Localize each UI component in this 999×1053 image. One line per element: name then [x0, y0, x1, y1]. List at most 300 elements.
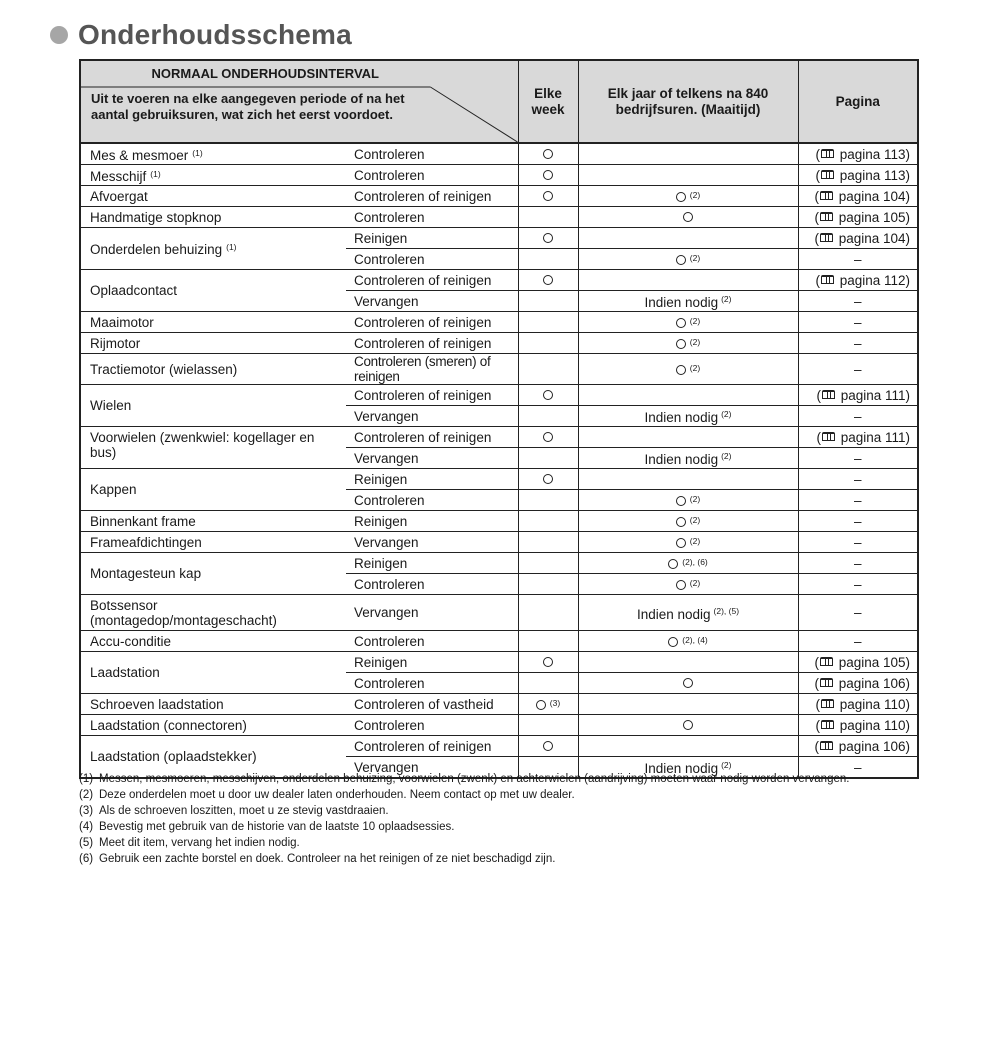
check-circle-icon [676, 538, 686, 548]
footnote-ref: (2) [689, 189, 701, 200]
item-cell [80, 312, 346, 333]
action-text: Vervangen [354, 450, 419, 466]
page-ref-open: ( [814, 675, 819, 691]
year-cell [578, 249, 798, 270]
page-ref: pagina 113) [835, 146, 910, 162]
action-cell [346, 736, 518, 757]
page-ref: – [853, 534, 862, 550]
action-text: Reinigen [354, 230, 408, 246]
check-circle-icon [676, 192, 686, 202]
footnote-ref: (2) [689, 577, 701, 588]
table-row [80, 469, 918, 490]
footnote-ref: (1) [226, 242, 237, 252]
page-cell [798, 715, 918, 736]
action-cell [346, 427, 518, 448]
action-cell [346, 652, 518, 673]
action-cell [346, 249, 518, 270]
check-circle-icon [536, 700, 546, 710]
page-cell [798, 694, 918, 715]
check-circle-icon [543, 191, 553, 201]
action-text: Reinigen [354, 555, 408, 571]
page-cell [798, 312, 918, 333]
footnote-item [79, 787, 959, 803]
footnote-text: Gebruik een zachte borstel en doek. Controleer na het reinigen of ze niet beschadigd zijn. [99, 853, 556, 865]
week-cell [518, 249, 578, 270]
table-row [80, 715, 918, 736]
page-ref: pagina 110) [835, 717, 910, 733]
item-cell [80, 595, 346, 631]
table-row [80, 532, 918, 553]
page-ref-open: ( [815, 146, 820, 162]
year-cell [578, 354, 798, 385]
action-cell [346, 694, 518, 715]
page-cell [798, 427, 918, 448]
check-circle-icon [676, 517, 686, 527]
item-name: Mes & mesmoer [90, 147, 189, 163]
action-text: Controleren of reinigen [354, 335, 492, 351]
table-row [80, 333, 918, 354]
action-cell [346, 490, 518, 511]
book-icon [822, 390, 835, 399]
week-cell [518, 291, 578, 312]
item-cell [80, 652, 346, 694]
page-cell [798, 385, 918, 406]
action-cell [346, 333, 518, 354]
item-cell [80, 228, 346, 270]
item-cell [80, 186, 346, 207]
item-name: Accu-conditie [90, 633, 172, 649]
page-cell [798, 574, 918, 595]
interval-title: NORMAAL ONDERHOUDSINTERVAL [151, 66, 379, 81]
item-name: Oplaadcontact [90, 283, 178, 298]
footnote-item [79, 835, 959, 851]
check-circle-icon [676, 318, 686, 328]
item-name: Tractiemotor (wielassen) [90, 361, 238, 377]
page-ref: pagina 105) [834, 654, 910, 670]
year-cell [578, 595, 798, 631]
book-icon [820, 212, 833, 221]
page-cell [798, 469, 918, 490]
footnote-ref: (2) [721, 294, 732, 304]
item-cell [80, 165, 346, 186]
page-ref: – [853, 314, 862, 330]
page-ref: pagina 104) [834, 188, 910, 204]
footnote-ref: (2) [721, 760, 732, 770]
page-ref-open: ( [814, 230, 819, 246]
page-cell [798, 595, 918, 631]
action-text: Controleren [354, 633, 425, 649]
footnote-ref: (2) [689, 493, 701, 504]
col-year-header: Elk jaar of telkens na 840 bedrijfsuren. (Maaitijd) [578, 60, 798, 143]
action-text: Vervangen [354, 759, 419, 775]
page-cell [798, 553, 918, 574]
page-ref: – [853, 492, 862, 508]
week-cell [518, 143, 578, 165]
week-cell [518, 228, 578, 249]
year-cell [578, 631, 798, 652]
action-text: Reinigen [354, 513, 408, 529]
table-row [80, 207, 918, 228]
footnote-number: (5) [79, 837, 94, 849]
table-row [80, 631, 918, 652]
action-text: Controleren [354, 492, 425, 508]
year-cell [578, 333, 798, 354]
table-row [80, 143, 918, 165]
action-text: Controleren of vastheid [354, 696, 494, 712]
item-cell [80, 385, 346, 427]
page-ref: pagina 111) [836, 387, 910, 403]
page-cell [798, 673, 918, 694]
footnote-number: (1) [79, 773, 94, 785]
week-cell [518, 354, 578, 385]
page-cell [798, 270, 918, 291]
page-cell [798, 354, 918, 385]
page-cell [798, 207, 918, 228]
page-ref: – [853, 293, 862, 309]
week-cell [518, 715, 578, 736]
action-cell [346, 143, 518, 165]
table-row [80, 165, 918, 186]
action-cell [346, 354, 518, 385]
check-circle-icon [543, 149, 553, 159]
week-cell [518, 469, 578, 490]
book-icon [822, 432, 835, 441]
week-cell [518, 574, 578, 595]
page-ref: – [853, 576, 862, 592]
page-cell [798, 532, 918, 553]
action-cell [346, 186, 518, 207]
check-circle-icon [543, 657, 553, 667]
item-cell [80, 511, 346, 532]
action-cell [346, 207, 518, 228]
check-circle-icon [543, 474, 553, 484]
year-cell [578, 673, 798, 694]
year-cell [578, 406, 798, 427]
year-cell [578, 448, 798, 469]
action-cell [346, 270, 518, 291]
item-name: Maaimotor [90, 314, 154, 330]
item-name: Binnenkant frame [90, 513, 196, 529]
footnote-item [79, 819, 959, 835]
action-text: Vervangen [354, 408, 419, 424]
action-text: Vervangen [354, 293, 419, 309]
page-ref: pagina 110) [835, 696, 910, 712]
action-text: Controleren [354, 209, 425, 225]
book-icon [820, 678, 833, 687]
item-name: Afvoergat [90, 188, 148, 204]
book-icon [820, 657, 833, 666]
page-ref: – [853, 605, 862, 620]
footnote-number: (6) [79, 853, 94, 865]
footnotes [79, 771, 959, 867]
page-cell [798, 631, 918, 652]
footnote-item [79, 803, 959, 819]
item-cell [80, 427, 346, 469]
footnote-ref: (2), (5) [713, 605, 740, 616]
item-cell [80, 354, 346, 385]
page-cell [798, 448, 918, 469]
page-ref-open: ( [814, 188, 819, 204]
action-cell [346, 469, 518, 490]
book-icon [821, 275, 834, 284]
year-cell [578, 694, 798, 715]
check-circle-icon [683, 720, 693, 730]
page-ref-open: ( [814, 209, 819, 225]
table-row [80, 553, 918, 574]
action-cell [346, 312, 518, 333]
footnote-ref: (2) [689, 362, 701, 373]
footnote-ref: (2) [689, 315, 701, 326]
page-cell [798, 511, 918, 532]
action-text: Controleren of reinigen [354, 738, 492, 754]
page-ref-open: ( [815, 717, 820, 733]
table-row [80, 736, 918, 757]
week-cell [518, 532, 578, 553]
week-cell [518, 553, 578, 574]
table-row [80, 694, 918, 715]
action-cell [346, 631, 518, 652]
action-text: Controleren [354, 675, 425, 691]
page-cell [798, 291, 918, 312]
book-icon [821, 720, 834, 729]
footnote-text: Meet dit item, vervang het indien nodig. [99, 837, 300, 849]
action-cell [346, 406, 518, 427]
book-icon [820, 233, 833, 242]
action-cell [346, 715, 518, 736]
item-name: Montagesteun kap [90, 566, 202, 581]
book-icon [821, 170, 834, 179]
check-circle-icon [676, 496, 686, 506]
action-text: Controleren [354, 167, 425, 183]
footnote-ref: (2) [689, 336, 701, 347]
item-cell [80, 694, 346, 715]
year-cell [578, 469, 798, 490]
footnote-text: Als de schroeven loszitten, moet u ze stevig vastdraaien. [99, 805, 389, 817]
footnote-ref: (1) [150, 168, 161, 179]
check-circle-icon [683, 678, 693, 688]
footnote-number: (4) [79, 821, 94, 833]
week-cell [518, 270, 578, 291]
page-cell [798, 143, 918, 165]
week-cell [518, 448, 578, 469]
item-name: Messchijf [90, 168, 147, 184]
item-name: Handmatige stopknop [90, 209, 222, 225]
week-cell [518, 511, 578, 532]
page-ref: pagina 104) [834, 230, 910, 246]
action-cell [346, 291, 518, 312]
check-circle-icon [676, 365, 686, 375]
year-cell [578, 385, 798, 406]
action-cell [346, 673, 518, 694]
footnote-ref: (2) [721, 451, 732, 461]
action-text: Controleren [354, 251, 425, 267]
footnote-text: Deze onderdelen moet u door uw dealer laten onderhouden. Neem contact op met uw dealer. [99, 789, 575, 801]
footnote-item [79, 771, 959, 787]
item-cell [80, 553, 346, 595]
interval-header [80, 60, 518, 143]
book-icon [820, 741, 833, 750]
table-row [80, 511, 918, 532]
page-cell [798, 490, 918, 511]
check-circle-icon [543, 170, 553, 180]
item-cell [80, 207, 346, 228]
check-circle-icon [676, 255, 686, 265]
action-text: Controleren [354, 576, 425, 592]
page-ref: pagina 113) [835, 167, 910, 183]
check-circle-icon [543, 432, 553, 442]
footnote-ref: (2), (4) [682, 634, 708, 645]
book-icon [821, 149, 834, 158]
week-cell [518, 427, 578, 448]
table-row [80, 312, 918, 333]
year-cell [578, 165, 798, 186]
year-cell [578, 652, 798, 673]
footnote-number: (3) [79, 805, 94, 817]
page-cell [798, 186, 918, 207]
week-cell [518, 595, 578, 631]
item-name: Voorwielen (zwenkwiel: kogellager en bus) [90, 430, 315, 460]
page-cell [798, 249, 918, 270]
week-cell [518, 631, 578, 652]
page-ref: – [853, 759, 862, 775]
page-ref: pagina 106) [834, 738, 910, 754]
year-cell [578, 715, 798, 736]
item-cell [80, 469, 346, 511]
item-cell [80, 631, 346, 652]
footnote-item [79, 851, 959, 867]
action-text: Controleren of reinigen [354, 272, 492, 288]
interval-text: Indien nodig [636, 606, 711, 622]
week-cell [518, 312, 578, 333]
week-cell [518, 186, 578, 207]
week-cell [518, 207, 578, 228]
action-text: Reinigen [354, 654, 408, 670]
page-ref: – [853, 471, 862, 487]
action-cell [346, 448, 518, 469]
footnote-ref: (2) [689, 535, 701, 546]
book-icon [820, 191, 833, 200]
item-cell [80, 270, 346, 312]
footnote-ref: (2), (6) [682, 556, 708, 567]
page-ref: pagina 105) [834, 209, 910, 225]
week-cell [518, 694, 578, 715]
item-name: Rijmotor [90, 335, 141, 351]
year-cell [578, 736, 798, 757]
footnote-number: (2) [79, 789, 94, 801]
page-ref: – [853, 335, 862, 351]
col-week-header: Elke week [518, 60, 578, 143]
action-text: Controleren of reinigen [354, 429, 492, 445]
page-heading [50, 18, 352, 52]
page-ref: – [853, 513, 862, 529]
year-cell [578, 312, 798, 333]
action-cell [346, 574, 518, 595]
year-cell [578, 207, 798, 228]
year-cell [578, 553, 798, 574]
year-cell [578, 511, 798, 532]
interval-text: Indien nodig [644, 452, 719, 467]
week-cell [518, 385, 578, 406]
item-cell [80, 532, 346, 553]
year-cell [578, 291, 798, 312]
check-circle-icon [543, 233, 553, 243]
page-ref-open: ( [815, 272, 820, 288]
action-cell [346, 511, 518, 532]
col-page-header: Pagina [798, 60, 918, 143]
check-circle-icon [683, 212, 693, 222]
item-cell [80, 143, 346, 165]
item-name: Botssensor (montagedop/montageschacht) [90, 597, 277, 628]
page-ref: – [853, 450, 862, 466]
action-cell [346, 553, 518, 574]
page-ref-open: ( [816, 387, 821, 403]
table-row [80, 186, 918, 207]
table-row [80, 228, 918, 249]
item-cell [80, 715, 346, 736]
interval-text: Indien nodig [644, 761, 719, 776]
check-circle-icon [668, 559, 678, 569]
book-icon [821, 699, 834, 708]
page-ref: – [853, 251, 862, 267]
action-text: Controleren of reinigen [354, 387, 492, 403]
year-cell [578, 532, 798, 553]
action-text: Vervangen [354, 534, 419, 550]
week-cell [518, 490, 578, 511]
item-name: Laadstation [90, 665, 160, 680]
week-cell [518, 736, 578, 757]
action-cell [346, 165, 518, 186]
table-row [80, 427, 918, 448]
action-text: Controleren [354, 717, 425, 733]
page-ref: pagina 111) [836, 429, 910, 445]
action-text: Vervangen [354, 605, 419, 620]
footnote-text: Bevestig met gebruik van de historie van de laatste 10 oplaadsessies. [99, 821, 455, 833]
year-cell [578, 143, 798, 165]
item-name: Frameafdichtingen [90, 534, 202, 550]
bullet-icon [50, 26, 68, 44]
week-cell [518, 652, 578, 673]
page-ref-open: ( [814, 738, 819, 754]
page-ref-open: ( [815, 696, 820, 712]
action-cell [346, 595, 518, 631]
page-cell [798, 228, 918, 249]
footnote-ref: (2) [721, 409, 732, 419]
page-cell [798, 165, 918, 186]
interval-text: Indien nodig [644, 295, 719, 310]
week-cell [518, 406, 578, 427]
footnote-ref: (3) [549, 697, 561, 708]
page-ref-open: ( [816, 429, 821, 445]
action-text: Reinigen [354, 471, 408, 487]
action-text: Controleren [354, 146, 425, 162]
page-cell [798, 333, 918, 354]
table-row [80, 385, 918, 406]
item-name: Wielen [90, 398, 132, 413]
footnote-ref: (1) [192, 147, 203, 158]
interval-description: Uit te voeren na elke aangegeven periode of na het aantal gebruiksuren, wat zich het eerst voordoet. [91, 91, 405, 122]
action-cell [346, 532, 518, 553]
table-row [80, 270, 918, 291]
item-name: Kappen [90, 482, 137, 497]
page-ref: – [853, 361, 862, 377]
check-circle-icon [668, 637, 678, 647]
page-ref: – [853, 555, 862, 571]
page-ref: – [853, 408, 862, 424]
interval-text: Indien nodig [644, 410, 719, 425]
year-cell [578, 490, 798, 511]
year-cell [578, 427, 798, 448]
table-header-row [80, 60, 918, 143]
